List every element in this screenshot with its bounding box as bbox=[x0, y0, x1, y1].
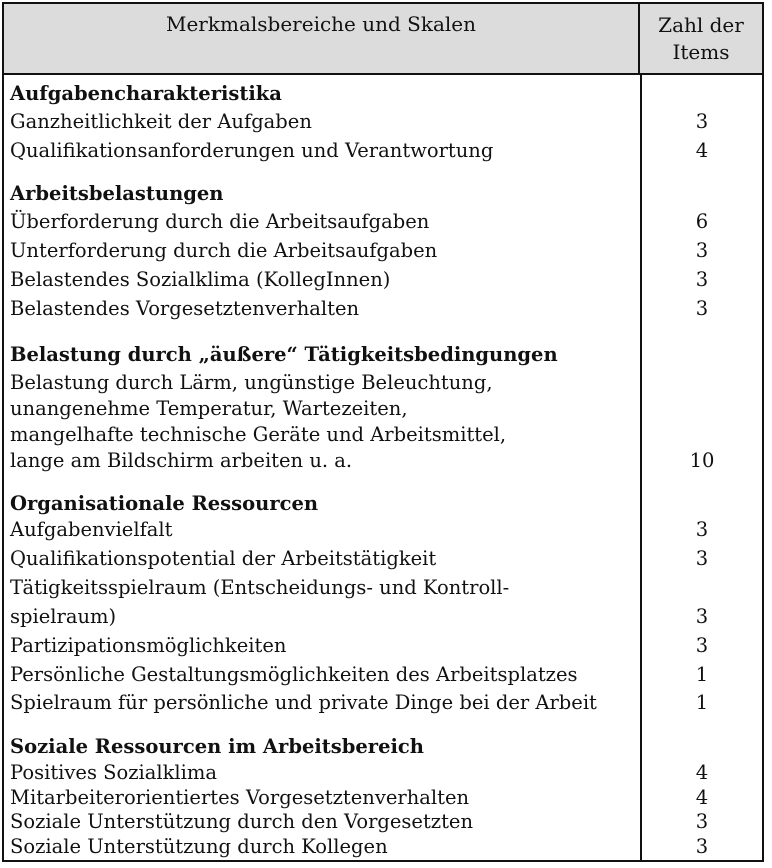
section-heading: Organisationale Ressourcen bbox=[10, 492, 319, 515]
scale-label: Belastung durch Lärm, ungünstige Beleuchtung, bbox=[10, 371, 493, 394]
item-count: 3 bbox=[695, 268, 709, 291]
item-count: 3 bbox=[695, 297, 709, 320]
section-heading: Arbeitsbelastungen bbox=[10, 182, 224, 205]
scale-label: mangelhafte technische Geräte und Arbeitsmittel, bbox=[10, 423, 507, 446]
scale-label: spielraum) bbox=[10, 605, 117, 628]
item-count: 3 bbox=[695, 518, 709, 541]
scale-label: Persönliche Gestaltungsmöglichkeiten des Arbeitsplatzes bbox=[10, 663, 578, 686]
header-item-count-line1: Zahl der bbox=[658, 13, 744, 37]
item-count: 6 bbox=[695, 210, 709, 233]
scale-label: Spielraum für persönliche und private Dinge bei der Arbeit bbox=[10, 691, 597, 714]
item-count: 3 bbox=[695, 547, 709, 570]
scale-label: Partizipationsmöglichkeiten bbox=[10, 634, 287, 657]
scale-label: Soziale Unterstützung durch den Vorgesetzten bbox=[10, 810, 474, 833]
scale-label: Tätigkeitsspielraum (Entscheidungs- und Kontroll- bbox=[10, 576, 510, 599]
item-count: 3 bbox=[695, 239, 709, 262]
scale-label: Belastendes Sozialklima (KollegInnen) bbox=[10, 268, 391, 291]
scales-table bbox=[2, 2, 764, 862]
section-heading: Soziale Ressourcen im Arbeitsbereich bbox=[10, 735, 424, 758]
scale-label: Qualifikationspotential der Arbeitstätigkeit bbox=[10, 547, 437, 570]
section-heading: Belastung durch „äußere“ Tätigkeitsbedingungen bbox=[10, 343, 558, 366]
section-heading: Aufgabencharakteristika bbox=[10, 82, 282, 105]
item-count: 3 bbox=[695, 110, 709, 133]
scale-label: Soziale Unterstützung durch Kollegen bbox=[10, 835, 388, 858]
item-count: 4 bbox=[695, 139, 709, 162]
scale-label: Belastendes Vorgesetztenverhalten bbox=[10, 297, 360, 320]
scale-label: Unterforderung durch die Arbeitsaufgaben bbox=[10, 239, 438, 262]
item-count: 4 bbox=[695, 786, 709, 809]
scale-label: lange am Bildschirm arbeiten u. a. bbox=[10, 449, 353, 472]
item-count: 4 bbox=[695, 761, 709, 784]
item-count: 1 bbox=[695, 691, 709, 714]
scale-label: Überforderung durch die Arbeitsaufgaben bbox=[10, 210, 430, 233]
item-count: 3 bbox=[695, 605, 709, 628]
item-count: 3 bbox=[695, 634, 709, 657]
item-count: 3 bbox=[695, 810, 709, 833]
scale-label: Qualifikationsanforderungen und Verantwortung bbox=[10, 139, 494, 162]
header-scales: Merkmalsbereiche und Skalen bbox=[4, 4, 640, 73]
scale-label: Positives Sozialklima bbox=[10, 761, 218, 784]
table-header bbox=[4, 4, 762, 75]
scale-label: Ganzheitlichkeit der Aufgaben bbox=[10, 110, 312, 133]
item-count: 1 bbox=[695, 663, 709, 686]
item-count: 3 bbox=[695, 835, 709, 858]
scale-label: Aufgabenvielfalt bbox=[10, 518, 173, 541]
header-item-count bbox=[640, 4, 762, 73]
scale-label: Mitarbeiterorientiertes Vorgesetztenverhalten bbox=[10, 786, 470, 809]
item-count: 10 bbox=[689, 449, 715, 472]
header-item-count-line2: Items bbox=[672, 40, 730, 64]
scale-label: unangenehme Temperatur, Wartezeiten, bbox=[10, 397, 408, 420]
